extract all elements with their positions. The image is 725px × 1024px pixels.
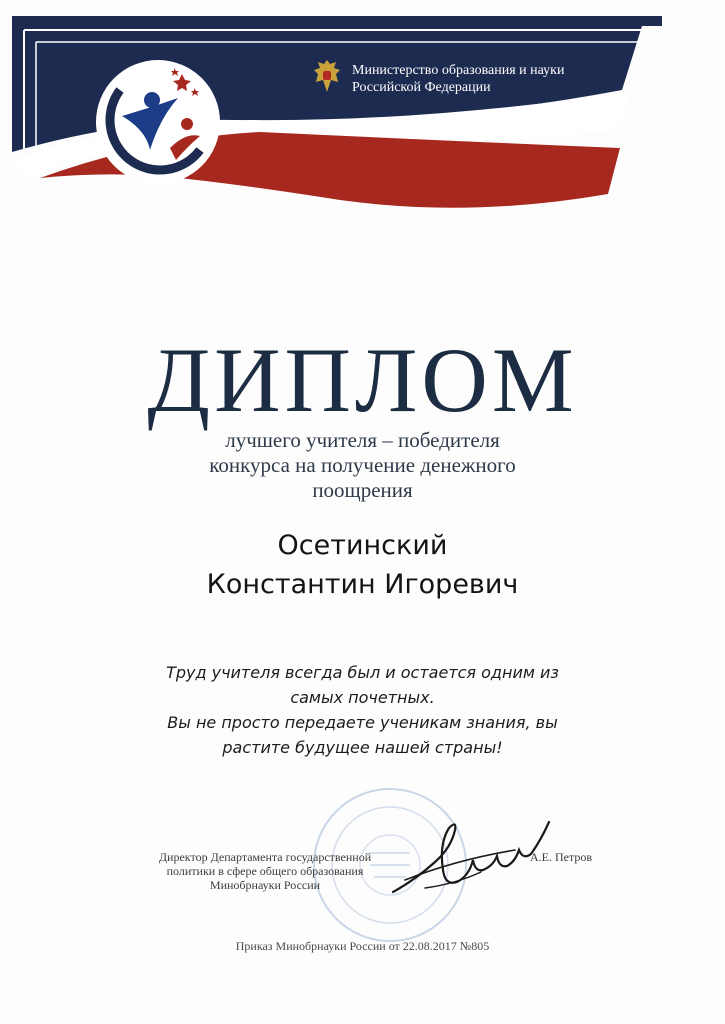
order-reference: Приказ Минобрнауки России от 22.08.2017 №805 bbox=[235, 939, 490, 953]
congratulation-quote bbox=[0, 660, 725, 760]
signer-name: А.Е. Петров bbox=[530, 850, 593, 864]
subtitle-line: лучшего учителя – победителя bbox=[225, 428, 500, 452]
recipient-given-names: Константин Игоревич bbox=[206, 569, 519, 600]
signer-title bbox=[110, 850, 420, 892]
quote-line: Вы не просто передаете ученикам знания, вы bbox=[167, 713, 558, 732]
quote-line: растите будущее нашей страны! bbox=[222, 738, 503, 757]
header-banner bbox=[0, 0, 725, 240]
recipient-surname: Осетинский bbox=[277, 530, 448, 561]
contest-logo bbox=[96, 60, 220, 184]
subtitle-line: конкурса на получение денежного bbox=[209, 453, 516, 477]
diploma-subtitle bbox=[0, 428, 725, 503]
coat-of-arms-icon bbox=[312, 58, 342, 94]
diploma-title: ДИПЛОМ bbox=[147, 329, 578, 431]
subtitle-line: поощрения bbox=[312, 478, 413, 502]
ministry-name bbox=[352, 62, 564, 96]
signer-title-line: Директор Департамента государственной bbox=[158, 850, 372, 864]
ministry-line-2: Российской Федерации bbox=[352, 80, 491, 95]
signer-title-line: Минобрнауки России bbox=[209, 878, 321, 892]
quote-line: самых почетных. bbox=[290, 688, 435, 707]
signer-title-line: политики в сфере общего образования bbox=[166, 864, 364, 878]
quote-line: Труд учителя всегда был и остается одним из bbox=[166, 663, 559, 682]
recipient-name bbox=[0, 526, 725, 604]
ministry-line-1: Министерство образования и науки bbox=[352, 63, 565, 78]
